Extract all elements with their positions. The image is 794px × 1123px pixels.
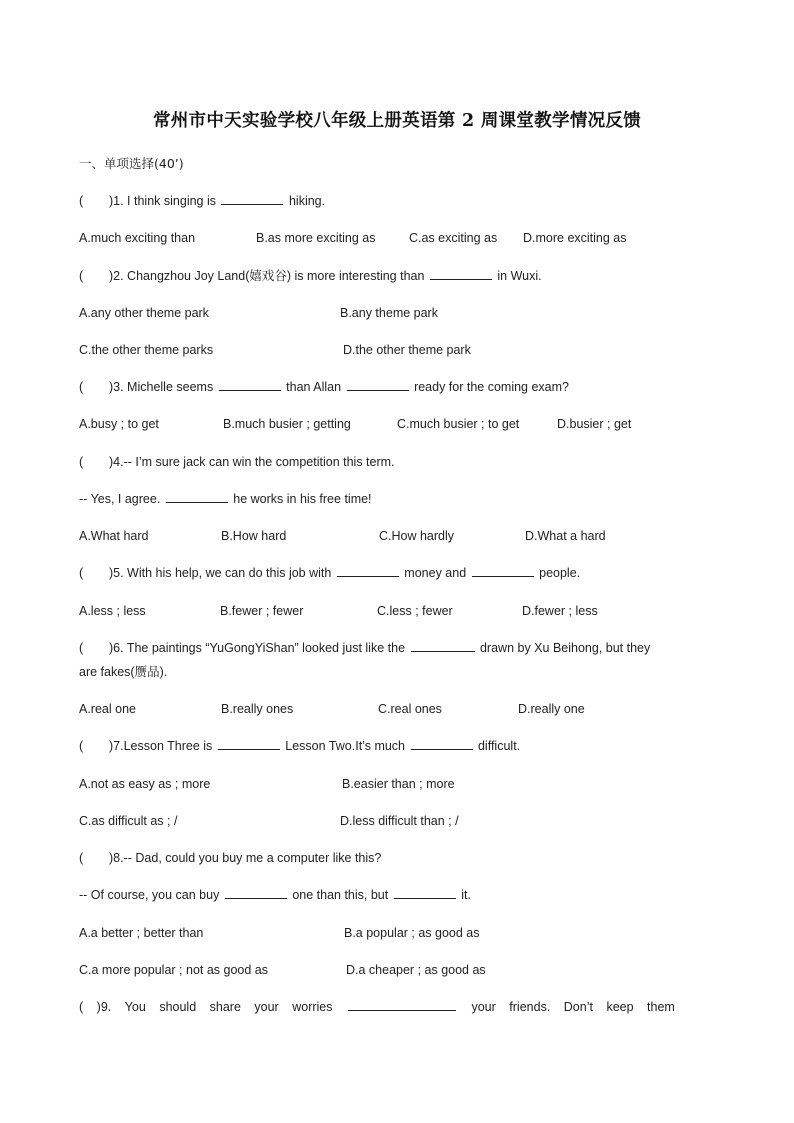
q3-option-b[interactable]: B.much busier ; getting <box>223 417 351 431</box>
q8-option-a[interactable]: A.a better ; better than <box>79 926 204 940</box>
q7-option-c[interactable]: C.as difficult as ; / <box>79 814 178 828</box>
question-1: ( )1. I think singing is hiking. <box>79 194 326 208</box>
section-heading: 一、单项选择(40’) <box>79 156 184 171</box>
q5-option-c[interactable]: C.less ; fewer <box>377 604 453 618</box>
question-6: ( )6. The paintings “YuGongYiShan” looked just like the drawn by Xu Beihong, but they <box>79 641 651 655</box>
answer-blank[interactable] <box>225 887 287 899</box>
q7-option-d[interactable]: D.less difficult than ; / <box>340 814 459 828</box>
q8-option-c[interactable]: C.a more popular ; not as good as <box>79 963 269 977</box>
q3-option-a[interactable]: A.busy ; to get <box>79 417 159 431</box>
question-5: ( )5. With his help, we can do this job with money and people. <box>79 566 581 580</box>
answer-blank[interactable] <box>348 999 456 1011</box>
answer-blank[interactable] <box>337 565 399 577</box>
question-8-reply: -- Of course, you can buy one than this, but it. <box>79 888 471 902</box>
q5-option-a[interactable]: A.less ; less <box>79 604 146 618</box>
q5-option-b[interactable]: B.fewer ; fewer <box>220 604 304 618</box>
answer-blank[interactable] <box>219 379 281 391</box>
q2-option-a[interactable]: A.any other theme park <box>79 306 209 320</box>
answer-blank[interactable] <box>166 491 228 503</box>
question-6-continued: are fakes(赝品). <box>79 665 168 679</box>
q1-option-d[interactable]: D.more exciting as <box>523 231 627 245</box>
q1-option-b[interactable]: B.as more exciting as <box>256 231 376 245</box>
q4-option-b[interactable]: B.How hard <box>221 529 287 543</box>
q3-option-d[interactable]: D.busier ; get <box>557 417 632 431</box>
q1-option-c[interactable]: C.as exciting as <box>409 231 498 245</box>
question-7: ( )7.Lesson Three is Lesson Two.It’s much difficult. <box>79 739 521 753</box>
q6-option-b[interactable]: B.really ones <box>221 702 294 716</box>
question-3: ( )3. Michelle seems than Allan ready for the coming exam? <box>79 380 570 394</box>
answer-blank[interactable] <box>411 640 475 652</box>
question-4-reply: -- Yes, I agree. he works in his free time! <box>79 492 372 506</box>
q6-option-c[interactable]: C.real ones <box>378 702 442 716</box>
q6-option-d[interactable]: D.really one <box>518 702 585 716</box>
answer-blank[interactable] <box>394 887 456 899</box>
q3-option-c[interactable]: C.much busier ; to get <box>397 417 520 431</box>
q7-option-b[interactable]: B.easier than ; more <box>342 777 455 791</box>
q4-option-a[interactable]: A.What hard <box>79 529 149 543</box>
question-8: ( )8.-- Dad, could you buy me a computer like this? <box>79 851 382 865</box>
q2-option-b[interactable]: B.any theme park <box>340 306 438 320</box>
answer-blank[interactable] <box>430 268 492 280</box>
question-9: ( )9. You should share your worries your friends. Don’t keep them <box>79 1000 675 1014</box>
q5-option-d[interactable]: D.fewer ; less <box>522 604 598 618</box>
q4-option-c[interactable]: C.How hardly <box>379 529 455 543</box>
answer-blank[interactable] <box>411 738 473 750</box>
q8-option-d[interactable]: D.a cheaper ; as good as <box>346 963 486 977</box>
q2-option-c[interactable]: C.the other theme parks <box>79 343 214 357</box>
answer-blank[interactable] <box>218 738 280 750</box>
question-4: ( )4.-- I’m sure jack can win the competition this term. <box>79 455 395 469</box>
answer-blank[interactable] <box>221 193 283 205</box>
question-2: ( )2. Changzhou Joy Land(嬉戏谷) is more interesting than in Wuxi. <box>79 269 542 283</box>
q6-option-a[interactable]: A.real one <box>79 702 136 716</box>
q1-option-a[interactable]: A.much exciting than <box>79 231 196 245</box>
q4-option-d[interactable]: D.What a hard <box>525 529 606 543</box>
q2-option-d[interactable]: D.the other theme park <box>343 343 471 357</box>
answer-blank[interactable] <box>347 379 409 391</box>
q7-option-a[interactable]: A.not as easy as ; more <box>79 777 211 791</box>
q8-option-b[interactable]: B.a popular ; as good as <box>344 926 480 940</box>
page-title: 常州市中天实验学校八年级上册英语第 2 周课堂教学情况反馈 <box>152 111 642 131</box>
answer-blank[interactable] <box>472 565 534 577</box>
